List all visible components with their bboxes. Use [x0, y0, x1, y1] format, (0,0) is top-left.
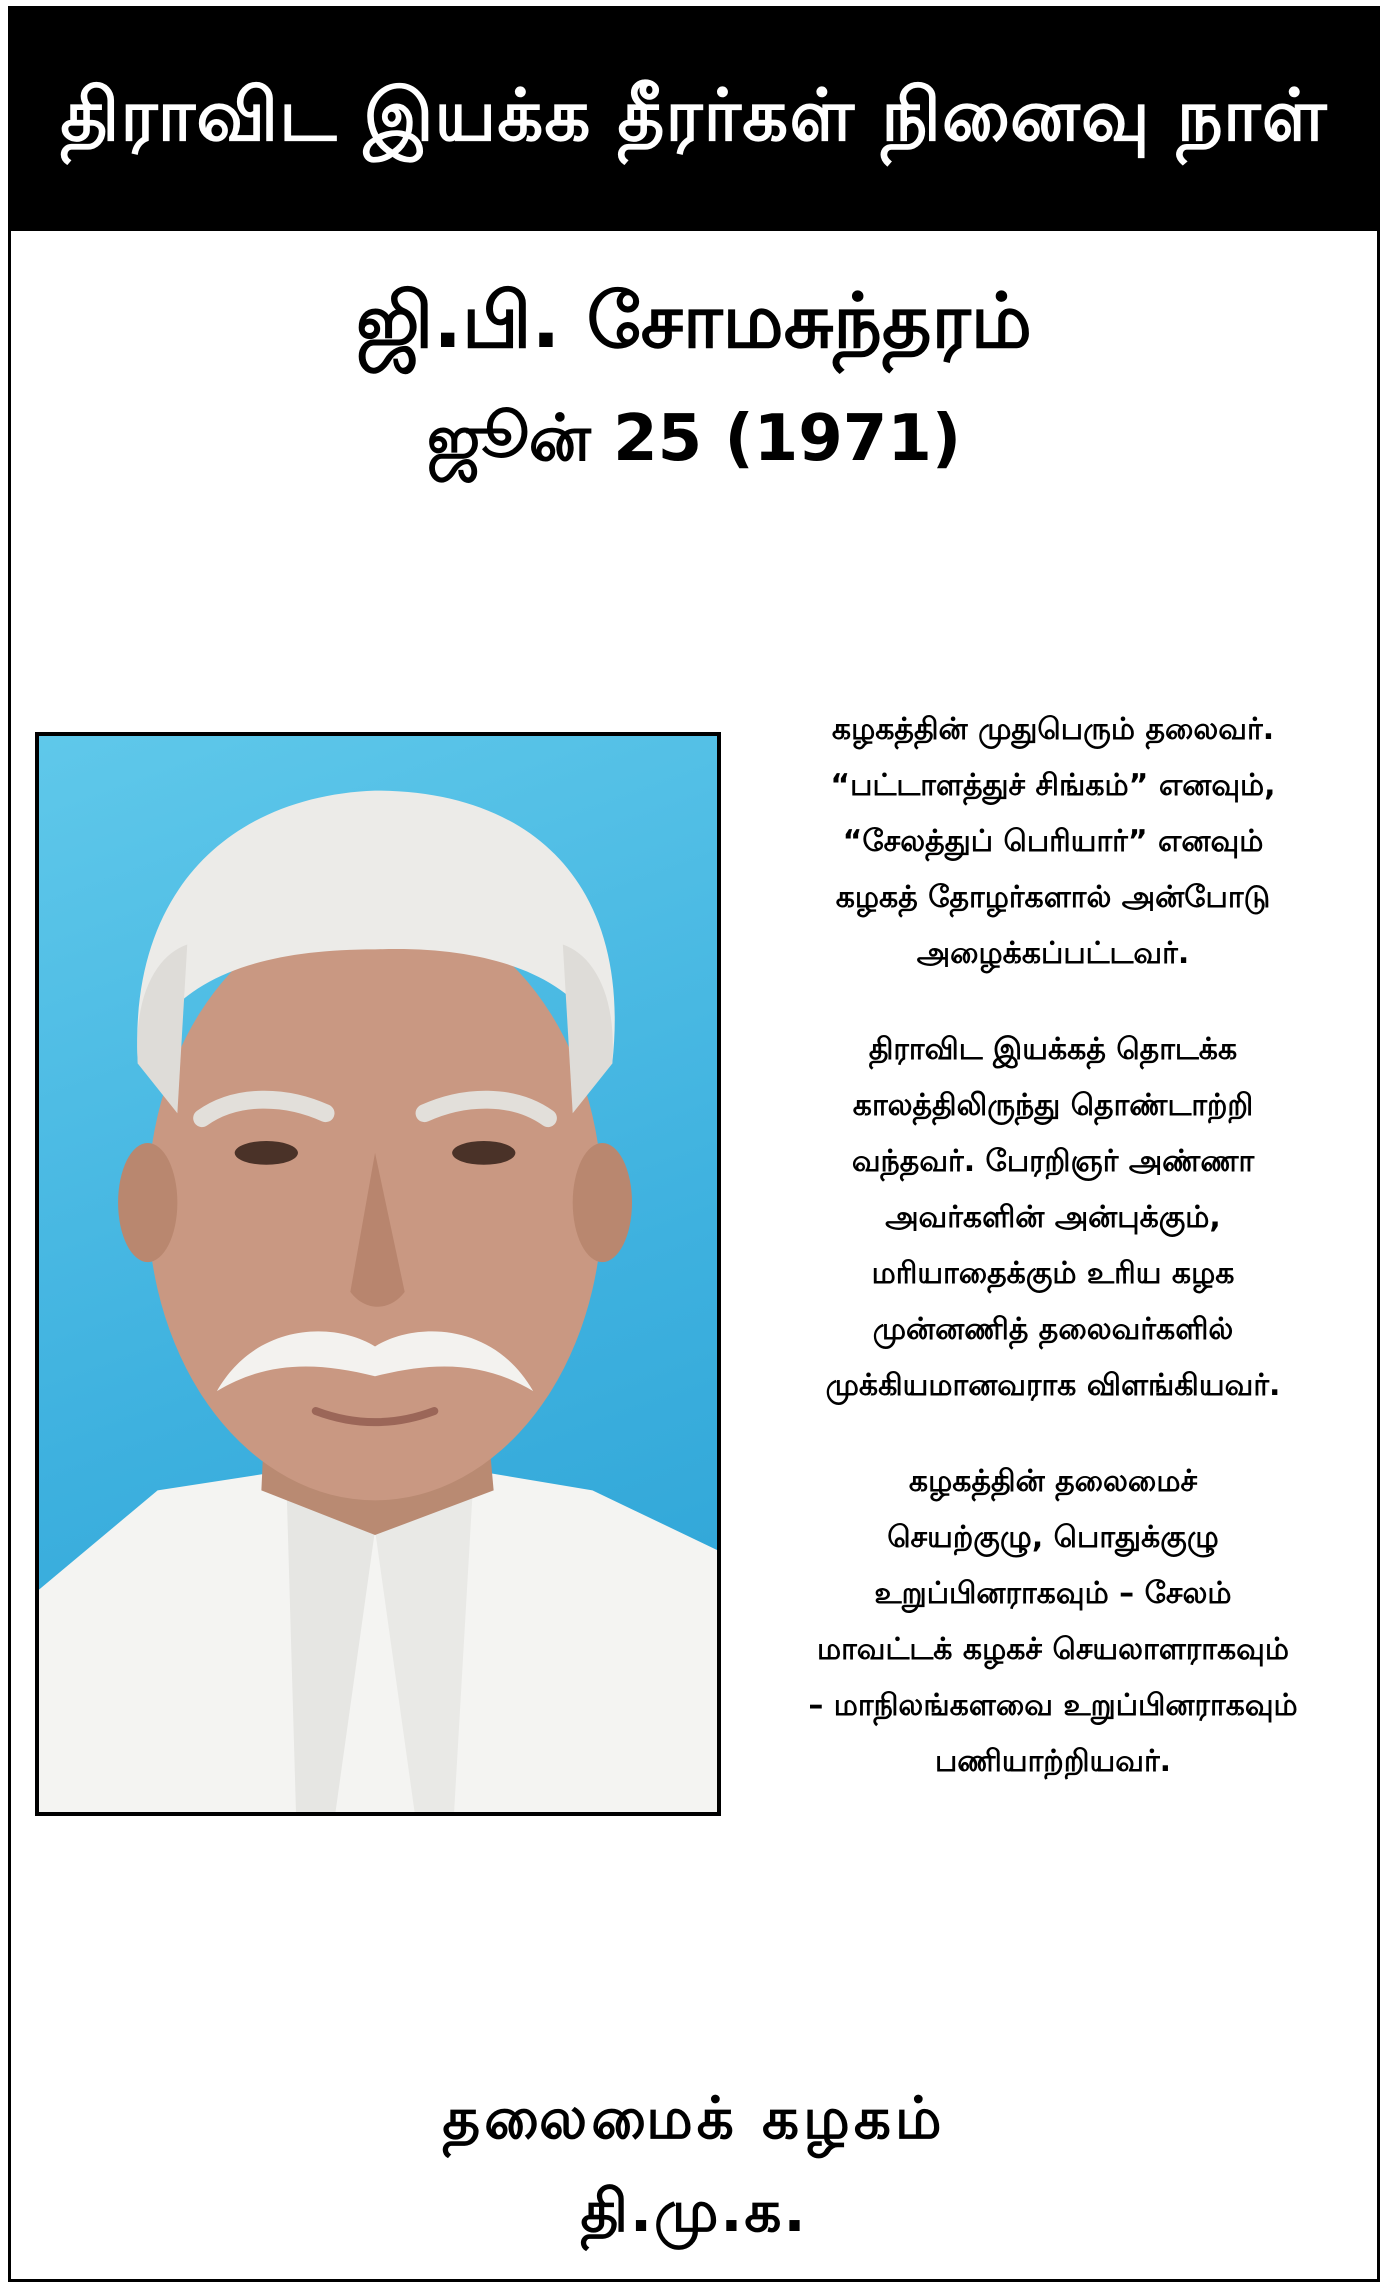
bio-line: உறுப்பினராகவும் – சேலம் [874, 1576, 1232, 1611]
bio-line: கழகத்தின் தலைமைச் [908, 1464, 1198, 1499]
bio-line: காலத்திலிருந்து தொண்டாற்றி [852, 1088, 1254, 1123]
person-name: ஜி.பி. சோமசுந்தரம் [356, 276, 1032, 365]
bio-line: செயற்குழு, பொதுக்குழு [887, 1520, 1219, 1555]
bio-line: கழகத் தோழர்களால் அன்போடு [835, 880, 1271, 915]
bio-line: கழகத்தின் முதுபெரும் தலைவர். [831, 712, 1275, 747]
footer-party: தி.மு.க. [580, 2177, 808, 2245]
bio-line: பணியாற்றியவர். [934, 1744, 1172, 1779]
bio-line: அவர்களின் அன்புக்கும், [885, 1200, 1221, 1235]
memorial-poster [8, 6, 1380, 2282]
bio-paragraph-3 [733, 1454, 1373, 1790]
bio-paragraph-1 [733, 702, 1373, 982]
bio-line: “பட்டாளத்துச் சிங்கம்” எனவும், [830, 768, 1276, 803]
banner-title: திராவிட இயக்க தீரர்கள் நினைவு நாள் [11, 9, 1377, 231]
biography [733, 702, 1373, 1830]
bio-line: வந்தவர். பேரறிஞர் அண்ணா [851, 1144, 1255, 1179]
death-date: ஜூன் 25 (1971) [426, 402, 962, 476]
bio-line: திராவிட இயக்கத் தொடக்க [868, 1032, 1238, 1067]
bio-line: முக்கியமானவராக விளங்கியவர். [825, 1368, 1281, 1403]
bio-line: மாவட்டக் கழகச் செயலாளராகவும் [816, 1632, 1290, 1667]
bio-line: – மாநிலங்களவை உறுப்பினராகவும் [808, 1688, 1298, 1723]
bio-line: “சேலத்துப் பெரியார்” எனவும் [842, 824, 1264, 859]
bio-paragraph-2 [733, 1022, 1373, 1414]
footer-organization: தலைமைக் கழகம் [442, 2084, 946, 2152]
bio-line: மரியாதைக்கும் உரிய கழக [871, 1256, 1235, 1291]
portrait-photo [35, 732, 721, 1816]
bio-line: முன்னணித் தலைவர்களில் [872, 1312, 1234, 1347]
bio-line: அழைக்கப்பட்டவர். [916, 936, 1190, 971]
portrait-illustration [39, 736, 717, 1812]
